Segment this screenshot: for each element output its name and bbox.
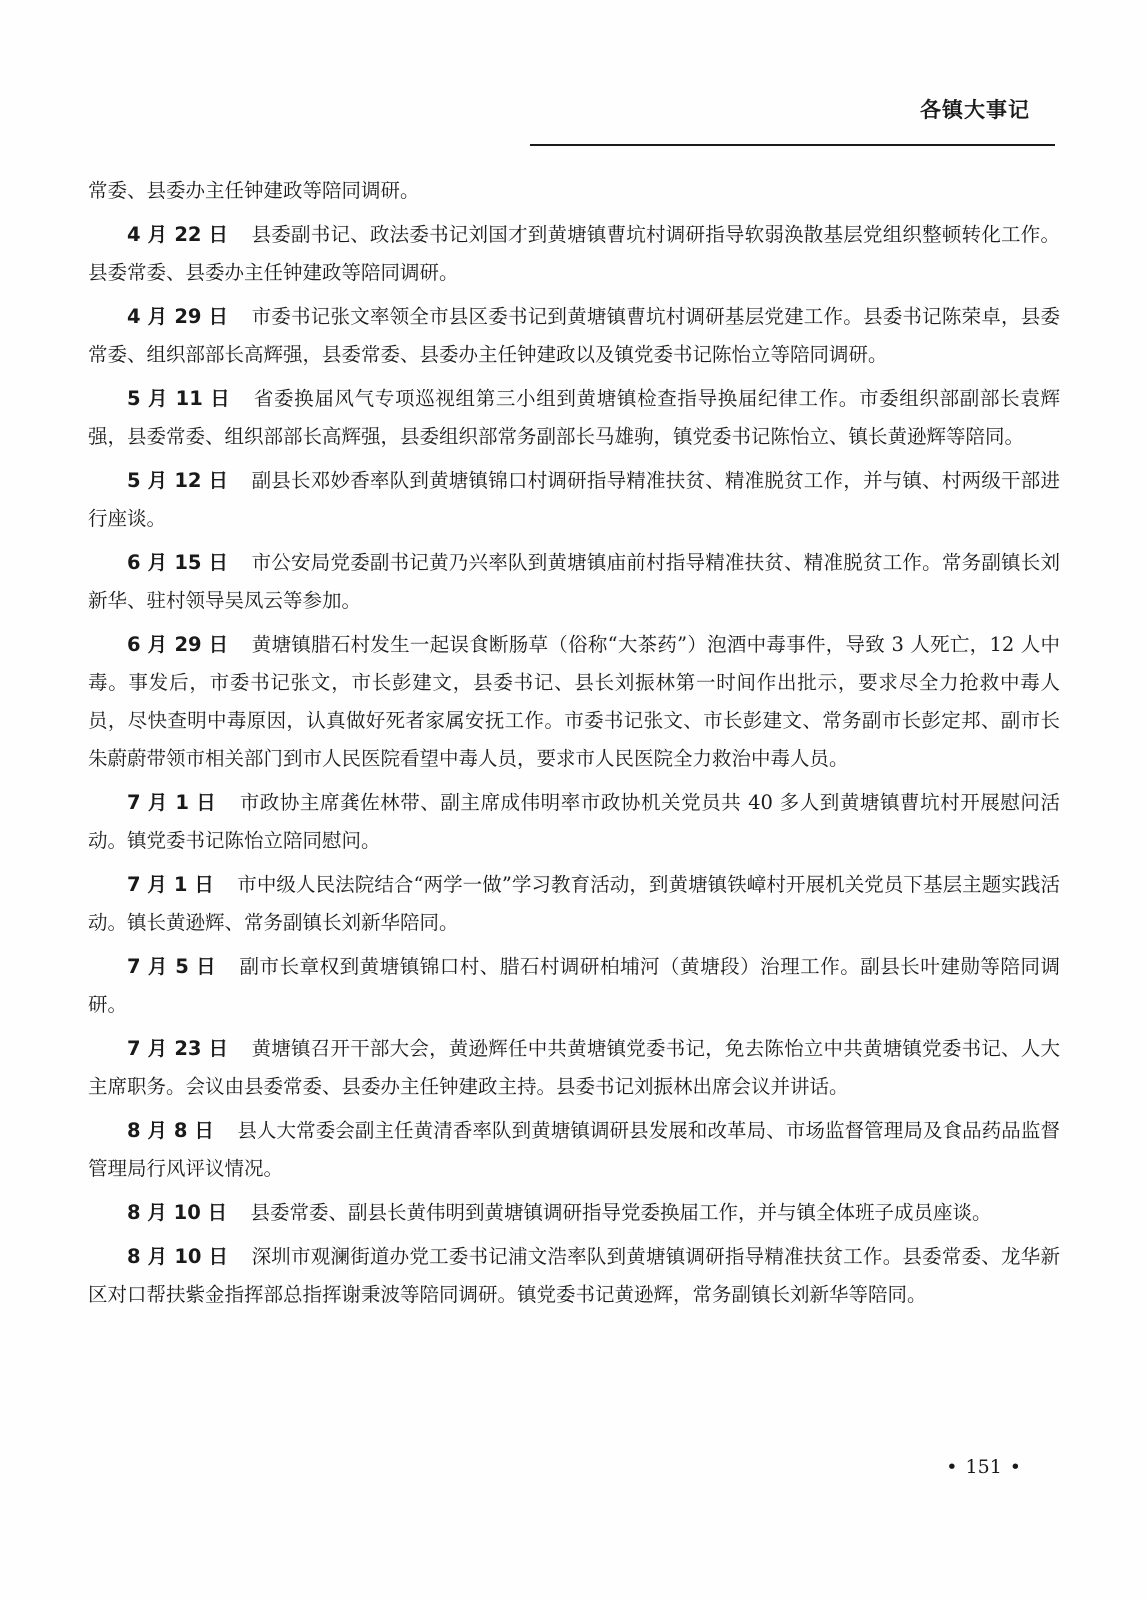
entry-text: 副市长章权到黄塘镇锦口村、腊石村调研柏埔河（黄塘段）治理工作。副县长叶建勋等陪同调研。 xyxy=(88,955,1060,1016)
entry-text: 市委书记张文率领全市县区委书记到黄塘镇曹坑村调研基层党建工作。县委书记陈荣卓，县委常委、组织部部长高辉强，县委常委、县委办主任钟建政以及镇党委书记陈怡立等陪同调研。 xyxy=(88,305,1060,366)
chronicle-entry xyxy=(88,298,1060,374)
entry-date: 6 月 15 日 xyxy=(127,551,229,574)
chronicle-entry xyxy=(88,948,1060,1024)
entry-text: 黄塘镇腊石村发生一起误食断肠草（俗称“大茶药”）泡酒中毒事件，导致 3 人死亡，12 人中毒。事发后，市委书记张文，市长彭建文，县委书记、县长刘振林第一时间作出批示，要求尽全力抢救中毒人员，尽快查明中毒原因，认真做好死者家属安抚工作。市委书记张文、市长彭建文、常务副市长彭定邦、副市长朱蔚蔚带领市相关部门到市人民医院看望中毒人员，要求市人民医院全力救治中毒人员。 xyxy=(88,633,1060,770)
chronicle-body xyxy=(88,172,1060,1320)
entry-text: 深圳市观澜街道办党工委书记浦文浩率队到黄塘镇调研指导精准扶贫工作。县委常委、龙华新区对口帮扶紫金指挥部总指挥谢秉波等陪同调研。镇党委书记黄逊辉，常务副镇长刘新华等陪同。 xyxy=(88,1245,1060,1306)
entry-text: 县人大常委会副主任黄清香率队到黄塘镇调研县发展和改革局、市场监督管理局及食品药品监督管理局行风评议情况。 xyxy=(88,1119,1060,1180)
entry-text: 市政协主席龚佐林带、副主席成伟明率市政协机关党员共 40 多人到黄塘镇曹坑村开展慰问活动。镇党委书记陈怡立陪同慰问。 xyxy=(88,791,1060,852)
entry-date: 5 月 12 日 xyxy=(127,469,229,492)
chronicle-entry xyxy=(88,866,1060,942)
entry-text: 县委副书记、政法委书记刘国才到黄塘镇曹坑村调研指导软弱涣散基层党组织整顿转化工作。县委常委、县委办主任钟建政等陪同调研。 xyxy=(88,223,1060,284)
chronicle-entry xyxy=(88,216,1060,292)
chronicle-entry xyxy=(88,544,1060,620)
entry-date: 8 月 10 日 xyxy=(127,1245,229,1268)
page-number xyxy=(938,1456,1029,1478)
chronicle-entry xyxy=(88,1112,1060,1188)
running-head xyxy=(530,84,1055,146)
entry-text: 副县长邓妙香率队到黄塘镇锦口村调研指导精准扶贫、精准脱贫工作，并与镇、村两级干部进行座谈。 xyxy=(88,469,1060,530)
page-number-value: 151 xyxy=(965,1456,1002,1478)
entry-text: 常委、县委办主任钟建政等陪同调研。 xyxy=(88,179,420,202)
entry-text: 县委常委、副县长黄伟明到黄塘镇调研指导党委换届工作，并与镇全体班子成员座谈。 xyxy=(250,1201,992,1224)
chronicle-entry xyxy=(88,462,1060,538)
chronicle-entry xyxy=(88,626,1060,778)
chronicle-entry xyxy=(88,784,1060,860)
entry-date: 7 月 1 日 xyxy=(127,873,214,896)
entry-text: 省委换届风气专项巡视组第三小组到黄塘镇检查指导换届纪律工作。市委组织部副部长袁辉强，县委常委、组织部部长高辉强，县委组织部常务副部长马雄驹，镇党委书记陈怡立、镇长黄逊辉等陪同。 xyxy=(88,387,1060,448)
entry-date: 7 月 1 日 xyxy=(127,791,217,814)
entry-date: 6 月 29 日 xyxy=(127,633,229,656)
entry-date: 4 月 22 日 xyxy=(127,223,229,246)
entry-text: 黄塘镇召开干部大会，黄逊辉任中共黄塘镇党委书记，免去陈怡立中共黄塘镇党委书记、人大主席职务。会议由县委常委、县委办主任钟建政主持。县委书记刘振林出席会议并讲话。 xyxy=(88,1037,1060,1098)
entry-date: 8 月 8 日 xyxy=(127,1119,214,1142)
chronicle-entry xyxy=(88,380,1060,456)
chronicle-entry xyxy=(88,1238,1060,1314)
entry-date: 4 月 29 日 xyxy=(127,305,229,328)
entry-text: 市公安局党委副书记黄乃兴率队到黄塘镇庙前村指导精准扶贫、精准脱贫工作。常务副镇长刘新华、驻村领导吴凤云等参加。 xyxy=(88,551,1060,612)
folio-dot-left: • xyxy=(946,1456,958,1478)
entry-date: 7 月 23 日 xyxy=(127,1037,229,1060)
entry-text: 市中级人民法院结合“两学一做”学习教育活动，到黄塘镇铁嶂村开展机关党员下基层主题实践活动。镇长黄逊辉、常务副镇长刘新华陪同。 xyxy=(88,873,1060,934)
section-title: 各镇大事记 xyxy=(920,98,1030,122)
entry-date: 7 月 5 日 xyxy=(127,955,217,978)
entry-date: 5 月 11 日 xyxy=(127,387,231,410)
entry-date: 8 月 10 日 xyxy=(127,1201,228,1224)
folio-dot-right: • xyxy=(1009,1456,1021,1478)
chronicle-entry xyxy=(88,1194,1060,1232)
chronicle-entry xyxy=(88,172,1060,210)
chronicle-entry xyxy=(88,1030,1060,1106)
